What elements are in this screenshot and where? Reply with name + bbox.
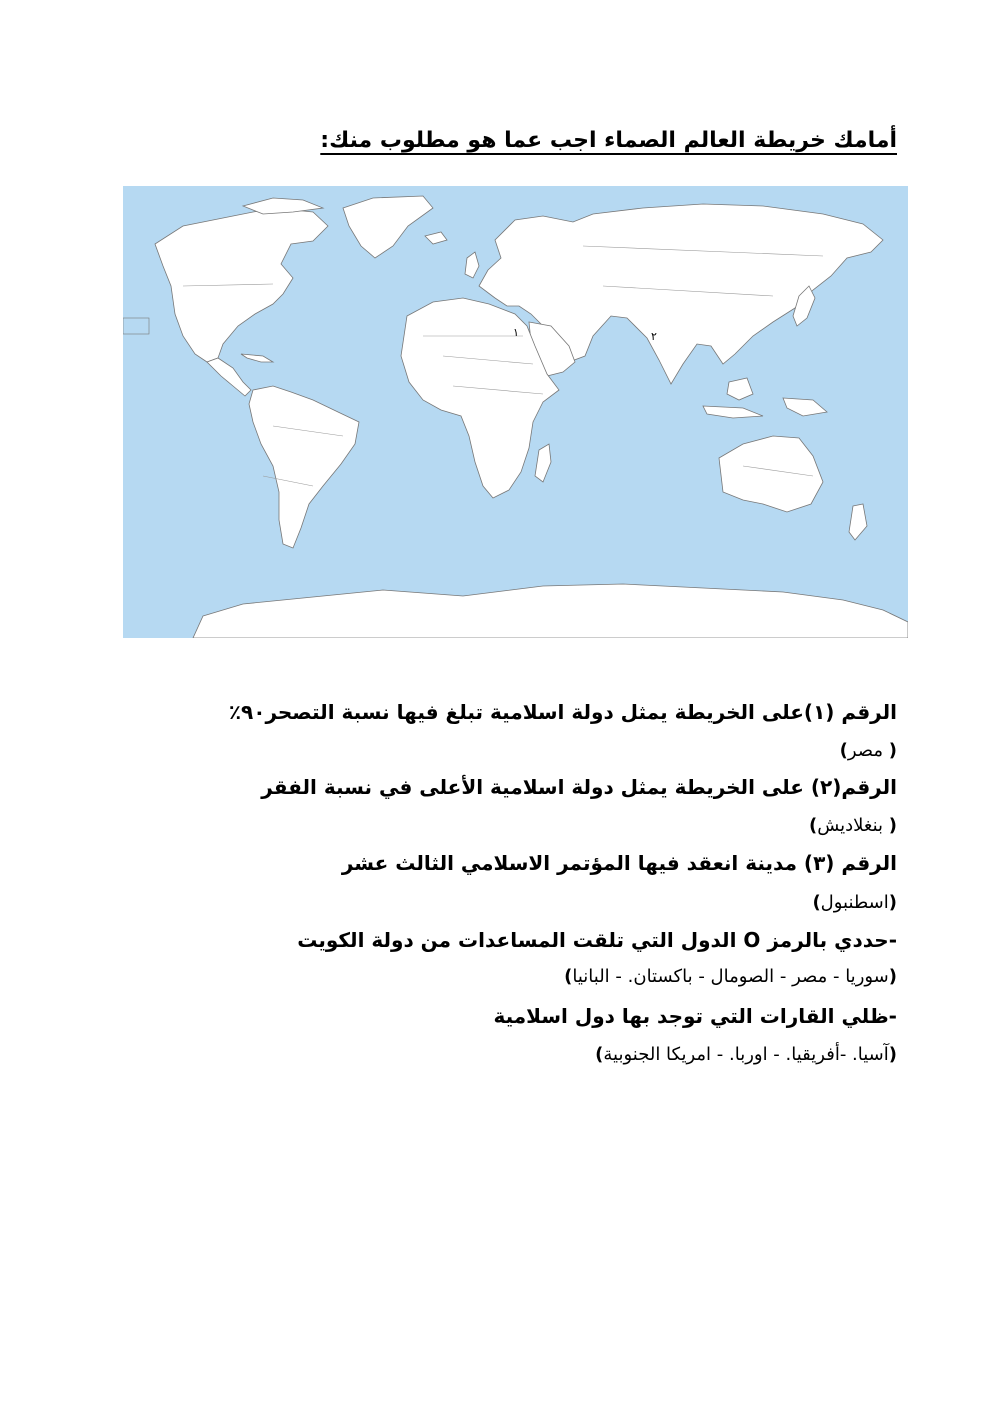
answer-1-close-paren: ) [839,740,848,761]
map-marker-2: ٢ [651,330,657,343]
answer-2 [809,815,897,836]
answer-2-text: بنغلاديش [817,815,889,836]
question-4: -حددي بالرمز O الدول التي تلقت المساعدات من دولة الكويت [297,928,897,952]
answer-5-open-paren: ( [888,1044,897,1065]
answer-1-text: مصر [847,740,889,761]
answer-1 [840,740,897,761]
blank-world-map [123,186,908,638]
worksheet-title: أمامك خريطة العالم الصماء اجب عما هو مطلوب منك: [320,128,897,153]
answer-3 [812,892,897,913]
answer-4 [564,966,897,987]
answer-5 [595,1044,897,1065]
question-2: الرقم(٢) على الخريطة يمثل دولة اسلامية الأعلى في نسبة الفقر [261,775,897,799]
answer-3-close-paren: ) [812,892,821,913]
answer-4-text: سوريا - مصر - الصومال - باكستان. - البانيا [572,966,889,987]
world-map-drawing [123,186,908,638]
answer-3-text: اسطنبول [820,892,889,913]
answer-2-open-paren: ( [888,815,897,836]
answer-2-close-paren: ) [808,815,818,836]
answer-4-close-paren: ) [564,966,573,987]
question-5: -ظلي القارات التي توجد بها دول اسلامية [493,1004,897,1028]
answer-5-text: آسيا. -أفريقيا. - اوربا. - امريكا الجنوبية [603,1044,889,1065]
answer-1-open-paren: ( [888,740,897,761]
question-1: الرقم (١)على الخريطة يمثل دولة اسلامية تبلغ فيها نسبة التصحر٩٠٪ [228,700,897,724]
answer-4-open-paren: ( [888,966,897,987]
map-marker-1: ١ [513,326,519,339]
answer-3-open-paren: ( [888,892,897,913]
question-3: الرقم (٣) مدينة انعقد فيها المؤتمر الاسلامي الثالث عشر [341,851,897,875]
answer-5-close-paren: ) [595,1044,604,1065]
